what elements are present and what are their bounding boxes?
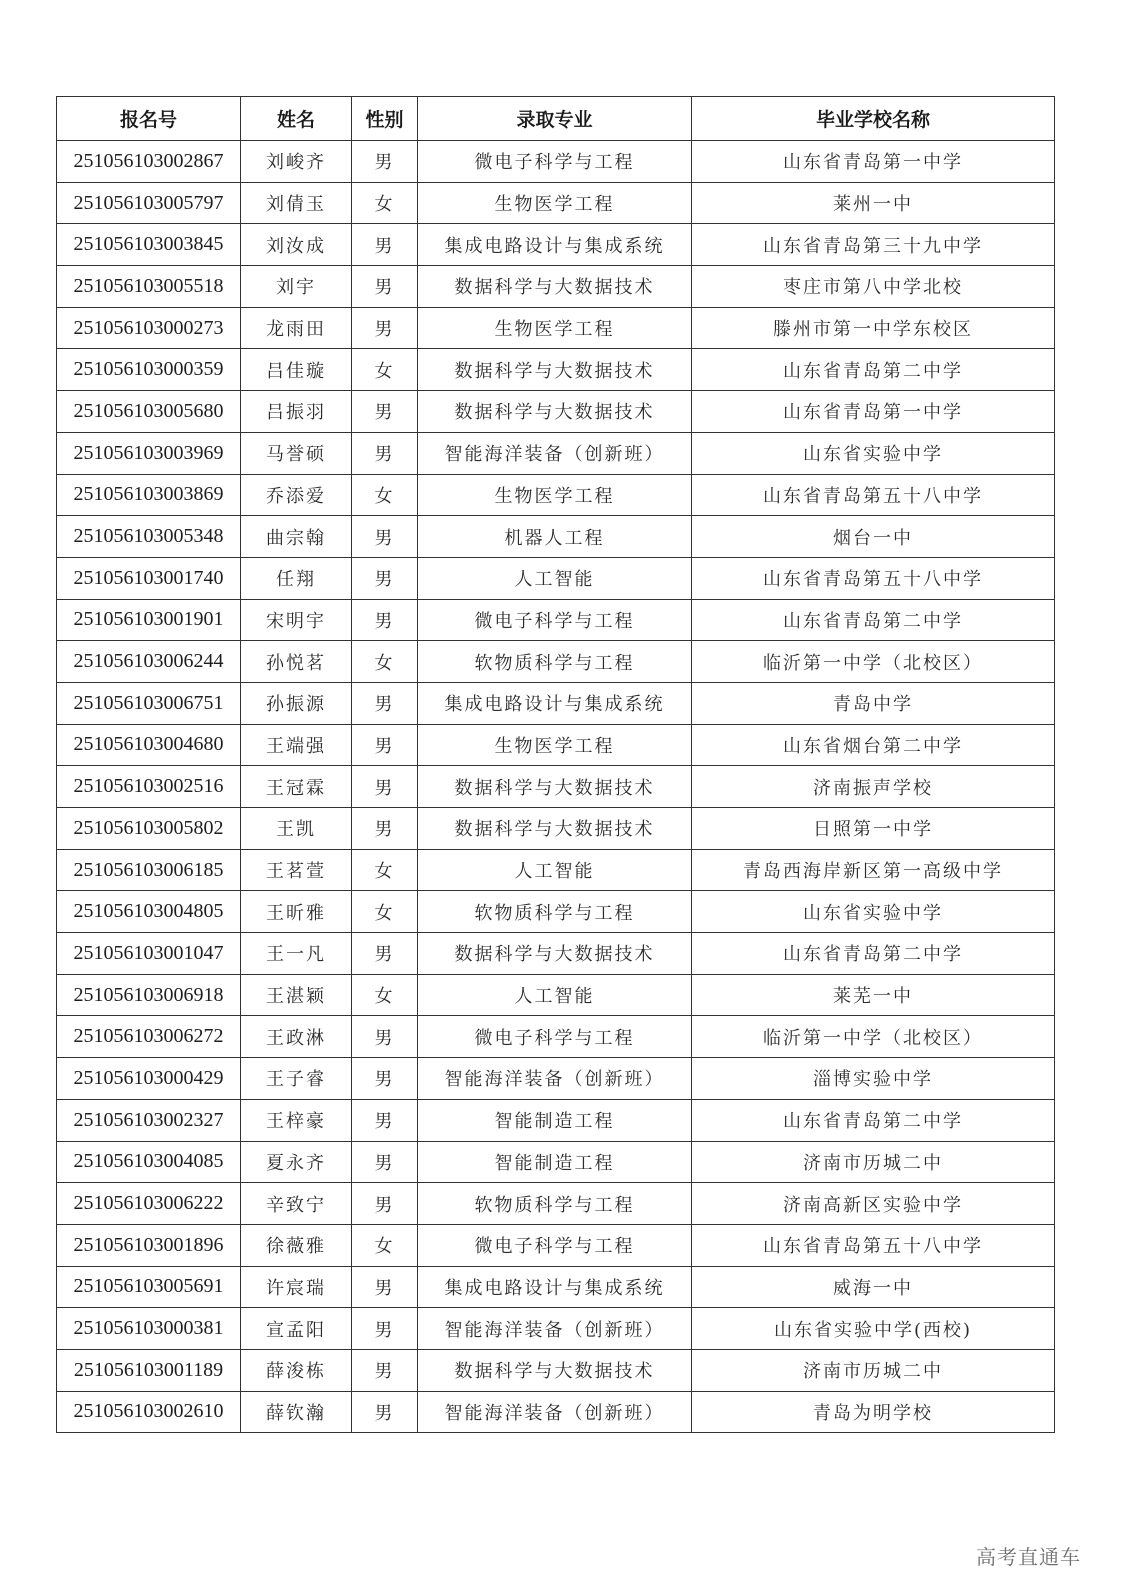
student-name-cell: 宋明宇 <box>241 599 352 641</box>
graduate-school-cell: 山东省青岛第一中学 <box>692 141 1055 183</box>
admitted-major-cell: 数据科学与大数据技术 <box>418 1349 692 1391</box>
table-row <box>57 682 1055 724</box>
header-name: 姓名 <box>241 97 352 141</box>
gender-cell: 女 <box>352 182 418 224</box>
table-row <box>57 933 1055 975</box>
gender-cell: 男 <box>352 557 418 599</box>
student-name-cell: 薛浚栋 <box>241 1349 352 1391</box>
registration-number-cell: 251056103003845 <box>57 224 241 266</box>
graduate-school-cell: 滕州市第一中学东校区 <box>692 307 1055 349</box>
gender-cell: 女 <box>352 641 418 683</box>
student-name-cell: 夏永齐 <box>241 1141 352 1183</box>
gender-cell: 女 <box>352 974 418 1016</box>
admitted-major-cell: 智能制造工程 <box>418 1141 692 1183</box>
graduate-school-cell: 山东省青岛第五十八中学 <box>692 474 1055 516</box>
registration-number-cell: 251056103006272 <box>57 1016 241 1058</box>
table-row <box>57 641 1055 683</box>
table-row <box>57 1391 1055 1433</box>
gender-cell: 女 <box>352 849 418 891</box>
graduate-school-cell: 青岛为明学校 <box>692 1391 1055 1433</box>
table-body <box>57 141 1055 1433</box>
student-name-cell: 王一凡 <box>241 933 352 975</box>
student-name-cell: 刘宇 <box>241 266 352 308</box>
admitted-major-cell: 集成电路设计与集成系统 <box>418 1266 692 1308</box>
graduate-school-cell: 济南市历城二中 <box>692 1349 1055 1391</box>
admission-roster-table <box>56 96 1055 1433</box>
graduate-school-cell: 临沂第一中学（北校区） <box>692 641 1055 683</box>
registration-number-cell: 251056103001896 <box>57 1224 241 1266</box>
admitted-major-cell: 生物医学工程 <box>418 307 692 349</box>
table-row <box>57 349 1055 391</box>
admitted-major-cell: 集成电路设计与集成系统 <box>418 682 692 724</box>
table-row <box>57 1224 1055 1266</box>
registration-number-cell: 251056103004805 <box>57 891 241 933</box>
student-name-cell: 马誉硕 <box>241 432 352 474</box>
admitted-major-cell: 数据科学与大数据技术 <box>418 349 692 391</box>
registration-number-cell: 251056103001189 <box>57 1349 241 1391</box>
table-row <box>57 307 1055 349</box>
graduate-school-cell: 临沂第一中学（北校区） <box>692 1016 1055 1058</box>
registration-number-cell: 251056103002516 <box>57 766 241 808</box>
registration-number-cell: 251056103005680 <box>57 391 241 433</box>
gender-cell: 男 <box>352 1391 418 1433</box>
gender-cell: 男 <box>352 1308 418 1350</box>
gender-cell: 男 <box>352 1099 418 1141</box>
student-name-cell: 任翔 <box>241 557 352 599</box>
table-row <box>57 1058 1055 1100</box>
table-row <box>57 724 1055 766</box>
graduate-school-cell: 济南振声学校 <box>692 766 1055 808</box>
graduate-school-cell: 烟台一中 <box>692 516 1055 558</box>
table-row <box>57 974 1055 1016</box>
registration-number-cell: 251056103002610 <box>57 1391 241 1433</box>
student-name-cell: 宣孟阳 <box>241 1308 352 1350</box>
student-name-cell: 刘汝成 <box>241 224 352 266</box>
admitted-major-cell: 数据科学与大数据技术 <box>418 266 692 308</box>
registration-number-cell: 251056103005348 <box>57 516 241 558</box>
gender-cell: 男 <box>352 1266 418 1308</box>
student-name-cell: 刘倩玉 <box>241 182 352 224</box>
graduate-school-cell: 威海一中 <box>692 1266 1055 1308</box>
admitted-major-cell: 软物质科学与工程 <box>418 891 692 933</box>
gender-cell: 男 <box>352 1183 418 1225</box>
registration-number-cell: 251056103000273 <box>57 307 241 349</box>
registration-number-cell: 251056103006918 <box>57 974 241 1016</box>
admitted-major-cell: 数据科学与大数据技术 <box>418 766 692 808</box>
gender-cell: 女 <box>352 1224 418 1266</box>
student-name-cell: 王昕雅 <box>241 891 352 933</box>
gender-cell: 男 <box>352 1349 418 1391</box>
graduate-school-cell: 济南市历城二中 <box>692 1141 1055 1183</box>
student-name-cell: 孙振源 <box>241 682 352 724</box>
graduate-school-cell: 山东省青岛第一中学 <box>692 391 1055 433</box>
gender-cell: 男 <box>352 599 418 641</box>
student-name-cell: 龙雨田 <box>241 307 352 349</box>
admitted-major-cell: 数据科学与大数据技术 <box>418 808 692 850</box>
table-row <box>57 1016 1055 1058</box>
student-name-cell: 乔添爱 <box>241 474 352 516</box>
admitted-major-cell: 集成电路设计与集成系统 <box>418 224 692 266</box>
admitted-major-cell: 智能海洋装备（创新班） <box>418 1308 692 1350</box>
registration-number-cell: 251056103006185 <box>57 849 241 891</box>
table-row <box>57 557 1055 599</box>
graduate-school-cell: 山东省青岛第五十八中学 <box>692 557 1055 599</box>
graduate-school-cell: 山东省烟台第二中学 <box>692 724 1055 766</box>
registration-number-cell: 251056103001047 <box>57 933 241 975</box>
header-admitted-major: 录取专业 <box>418 97 692 141</box>
table-row <box>57 1183 1055 1225</box>
student-name-cell: 王端强 <box>241 724 352 766</box>
student-name-cell: 王政淋 <box>241 1016 352 1058</box>
gender-cell: 男 <box>352 307 418 349</box>
header-graduate-school: 毕业学校名称 <box>692 97 1055 141</box>
admitted-major-cell: 生物医学工程 <box>418 182 692 224</box>
gender-cell: 男 <box>352 933 418 975</box>
admitted-major-cell: 软物质科学与工程 <box>418 1183 692 1225</box>
student-name-cell: 吕振羽 <box>241 391 352 433</box>
header-gender: 性别 <box>352 97 418 141</box>
table-row <box>57 474 1055 516</box>
student-name-cell: 王湛颖 <box>241 974 352 1016</box>
admitted-major-cell: 数据科学与大数据技术 <box>418 391 692 433</box>
admitted-major-cell: 微电子科学与工程 <box>418 1016 692 1058</box>
registration-number-cell: 251056103000381 <box>57 1308 241 1350</box>
admitted-major-cell: 微电子科学与工程 <box>418 1224 692 1266</box>
gender-cell: 男 <box>352 391 418 433</box>
admitted-major-cell: 智能制造工程 <box>418 1099 692 1141</box>
admitted-major-cell: 智能海洋装备（创新班） <box>418 1391 692 1433</box>
graduate-school-cell: 山东省实验中学 <box>692 891 1055 933</box>
graduate-school-cell: 山东省实验中学 <box>692 432 1055 474</box>
student-name-cell: 刘峻齐 <box>241 141 352 183</box>
student-name-cell: 王子睿 <box>241 1058 352 1100</box>
gender-cell: 男 <box>352 141 418 183</box>
admitted-major-cell: 人工智能 <box>418 849 692 891</box>
graduate-school-cell: 日照第一中学 <box>692 808 1055 850</box>
registration-number-cell: 251056103005518 <box>57 266 241 308</box>
table-row <box>57 391 1055 433</box>
graduate-school-cell: 山东省青岛第二中学 <box>692 933 1055 975</box>
admitted-major-cell: 数据科学与大数据技术 <box>418 933 692 975</box>
graduate-school-cell: 莱州一中 <box>692 182 1055 224</box>
table-row <box>57 1266 1055 1308</box>
registration-number-cell: 251056103006244 <box>57 641 241 683</box>
gender-cell: 女 <box>352 349 418 391</box>
table-row <box>57 141 1055 183</box>
registration-number-cell: 251056103000359 <box>57 349 241 391</box>
registration-number-cell: 251056103004680 <box>57 724 241 766</box>
registration-number-cell: 251056103004085 <box>57 1141 241 1183</box>
table-row <box>57 1099 1055 1141</box>
graduate-school-cell: 山东省青岛第二中学 <box>692 349 1055 391</box>
table-row <box>57 1141 1055 1183</box>
table-row <box>57 599 1055 641</box>
gender-cell: 男 <box>352 724 418 766</box>
admitted-major-cell: 生物医学工程 <box>418 724 692 766</box>
registration-number-cell: 251056103000429 <box>57 1058 241 1100</box>
student-name-cell: 薛钦瀚 <box>241 1391 352 1433</box>
registration-number-cell: 251056103002867 <box>57 141 241 183</box>
graduate-school-cell: 山东省青岛第二中学 <box>692 1099 1055 1141</box>
table-row <box>57 808 1055 850</box>
table-row <box>57 182 1055 224</box>
admitted-major-cell: 智能海洋装备（创新班） <box>418 1058 692 1100</box>
gender-cell: 男 <box>352 1016 418 1058</box>
student-name-cell: 吕佳璇 <box>241 349 352 391</box>
gender-cell: 男 <box>352 1058 418 1100</box>
gender-cell: 男 <box>352 682 418 724</box>
table-row <box>57 432 1055 474</box>
registration-number-cell: 251056103002327 <box>57 1099 241 1141</box>
admitted-major-cell: 微电子科学与工程 <box>418 141 692 183</box>
graduate-school-cell: 淄博实验中学 <box>692 1058 1055 1100</box>
gender-cell: 男 <box>352 516 418 558</box>
gender-cell: 男 <box>352 266 418 308</box>
admitted-major-cell: 生物医学工程 <box>418 474 692 516</box>
student-name-cell: 徐薇雅 <box>241 1224 352 1266</box>
admitted-major-cell: 软物质科学与工程 <box>418 641 692 683</box>
student-name-cell: 王冠霖 <box>241 766 352 808</box>
gender-cell: 女 <box>352 891 418 933</box>
gender-cell: 男 <box>352 808 418 850</box>
graduate-school-cell: 济南高新区实验中学 <box>692 1183 1055 1225</box>
table-row <box>57 1349 1055 1391</box>
student-name-cell: 王凯 <box>241 808 352 850</box>
watermark-text: 高考直通车 <box>976 1545 1081 1569</box>
gender-cell: 男 <box>352 224 418 266</box>
registration-number-cell: 251056103005691 <box>57 1266 241 1308</box>
gender-cell: 男 <box>352 1141 418 1183</box>
table-row <box>57 766 1055 808</box>
table-header-row <box>57 97 1055 141</box>
header-registration-number: 报名号 <box>57 97 241 141</box>
graduate-school-cell: 山东省青岛第五十八中学 <box>692 1224 1055 1266</box>
student-name-cell: 王茗萱 <box>241 849 352 891</box>
gender-cell: 女 <box>352 474 418 516</box>
student-name-cell: 许宸瑞 <box>241 1266 352 1308</box>
table-row <box>57 516 1055 558</box>
admitted-major-cell: 微电子科学与工程 <box>418 599 692 641</box>
registration-number-cell: 251056103001901 <box>57 599 241 641</box>
graduate-school-cell: 青岛西海岸新区第一高级中学 <box>692 849 1055 891</box>
table-row <box>57 891 1055 933</box>
student-name-cell: 王梓豪 <box>241 1099 352 1141</box>
registration-number-cell: 251056103003869 <box>57 474 241 516</box>
graduate-school-cell: 山东省青岛第三十九中学 <box>692 224 1055 266</box>
graduate-school-cell: 山东省青岛第二中学 <box>692 599 1055 641</box>
registration-number-cell: 251056103005802 <box>57 808 241 850</box>
graduate-school-cell: 山东省实验中学(西校) <box>692 1308 1055 1350</box>
student-name-cell: 曲宗翰 <box>241 516 352 558</box>
admitted-major-cell: 人工智能 <box>418 974 692 1016</box>
student-name-cell: 孙悦茗 <box>241 641 352 683</box>
graduate-school-cell: 莱芜一中 <box>692 974 1055 1016</box>
registration-number-cell: 251056103001740 <box>57 557 241 599</box>
admitted-major-cell: 智能海洋装备（创新班） <box>418 432 692 474</box>
student-name-cell: 辛致宁 <box>241 1183 352 1225</box>
gender-cell: 男 <box>352 432 418 474</box>
admitted-major-cell: 人工智能 <box>418 557 692 599</box>
table-row <box>57 266 1055 308</box>
gender-cell: 男 <box>352 766 418 808</box>
admitted-major-cell: 机器人工程 <box>418 516 692 558</box>
table-row <box>57 1308 1055 1350</box>
graduate-school-cell: 青岛中学 <box>692 682 1055 724</box>
graduate-school-cell: 枣庄市第八中学北校 <box>692 266 1055 308</box>
registration-number-cell: 251056103005797 <box>57 182 241 224</box>
table-row <box>57 849 1055 891</box>
registration-number-cell: 251056103006222 <box>57 1183 241 1225</box>
registration-number-cell: 251056103006751 <box>57 682 241 724</box>
table-row <box>57 224 1055 266</box>
registration-number-cell: 251056103003969 <box>57 432 241 474</box>
